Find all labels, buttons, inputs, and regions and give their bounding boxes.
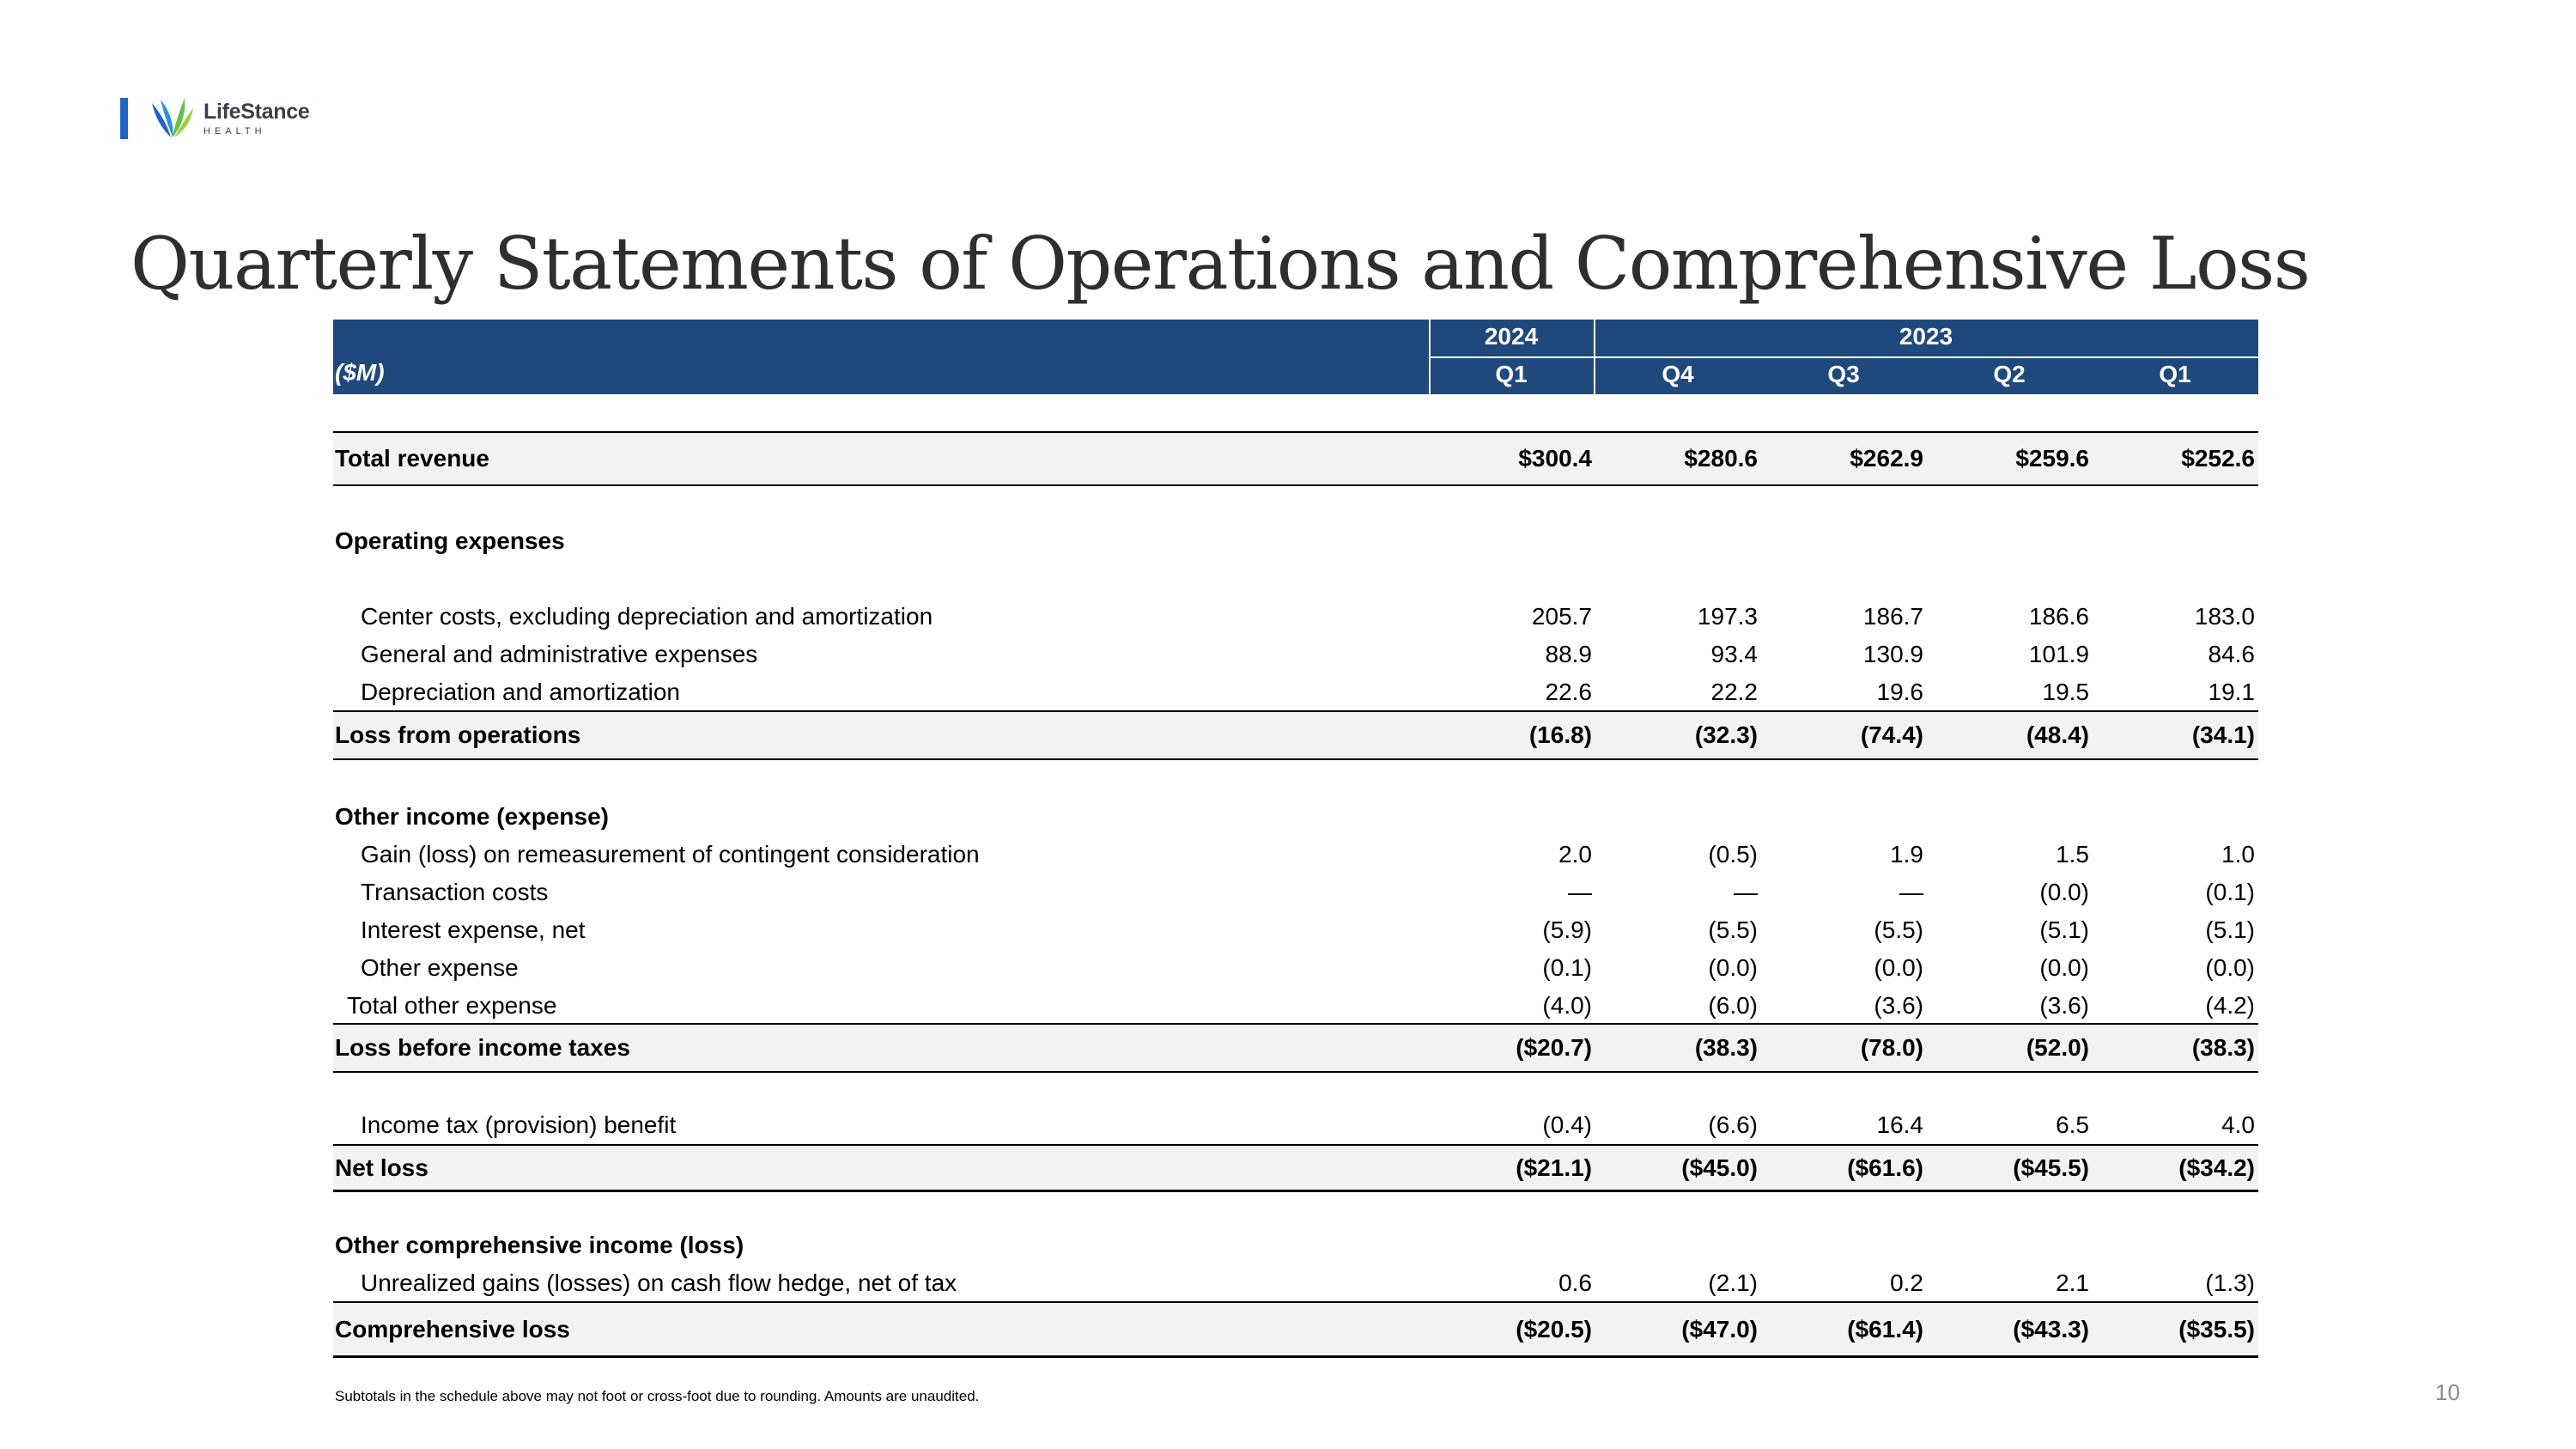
row-label: Transaction costs <box>361 879 549 905</box>
section-heading <box>333 800 2258 834</box>
row-label: Net loss <box>335 1154 428 1181</box>
value-cell: 130.9 <box>1862 641 1923 667</box>
quarter-label: Q1 <box>2159 361 2191 387</box>
value-cell: 1.5 <box>2056 841 2089 868</box>
table-row <box>333 1025 2258 1071</box>
value-cell: $262.9 <box>1850 445 1923 472</box>
table-header-label-cell <box>333 320 1429 394</box>
logo-accent-bar <box>120 98 128 139</box>
unit-label: ($M) <box>335 359 385 386</box>
section-heading <box>333 524 2258 558</box>
table-row <box>333 875 2258 910</box>
value-cell: 101.9 <box>2028 641 2089 667</box>
value-cell: (16.8) <box>1528 721 1592 748</box>
table-row <box>333 1266 2258 1300</box>
logo-name: LifeStance <box>204 99 310 124</box>
value-cell: (52.0) <box>2026 1034 2089 1061</box>
value-cell: (0.0) <box>1708 954 1758 981</box>
value-cell: $252.6 <box>2181 445 2255 472</box>
row-label: Depreciation and amortization <box>361 679 680 705</box>
quarter-label: Q1 <box>1495 361 1528 387</box>
value-cell: (6.0) <box>1708 992 1758 1019</box>
table-row <box>333 951 2258 985</box>
value-cell: 88.9 <box>1545 641 1592 667</box>
value-cell: $300.4 <box>1518 445 1592 472</box>
value-cell: ($35.5) <box>2178 1316 2255 1342</box>
value-cell: (0.0) <box>2039 954 2089 981</box>
value-cell: (48.4) <box>2026 721 2089 748</box>
value-cell: (0.0) <box>2039 879 2089 905</box>
value-cell: ($20.5) <box>1516 1316 1592 1342</box>
value-cell: — <box>1899 879 1923 905</box>
table-row <box>333 1108 2258 1142</box>
financial-table <box>333 320 2258 1359</box>
value-cell: 19.6 <box>1876 679 1923 705</box>
value-cell: (3.6) <box>2039 992 2089 1019</box>
logo-subtitle: HEALTH <box>204 125 266 137</box>
row-label: Total revenue <box>335 445 489 472</box>
value-cell: 2.0 <box>1558 841 1592 868</box>
table-row <box>333 433 2258 484</box>
row-label: Center costs, excluding depreciation and amortization <box>361 603 933 630</box>
value-cell: — <box>1734 879 1758 905</box>
value-cell: 2.1 <box>2056 1269 2089 1296</box>
value-cell: (2.1) <box>1708 1269 1758 1296</box>
value-cell: 93.4 <box>1710 641 1758 667</box>
year-2023-label: 2023 <box>1899 323 1953 350</box>
table-row <box>333 837 2258 872</box>
value-cell: (5.9) <box>1542 916 1592 943</box>
value-cell: 1.0 <box>2221 841 2255 868</box>
row-label: Loss before income taxes <box>335 1034 630 1061</box>
row-label: General and administrative expenses <box>361 641 758 667</box>
row-label: Unrealized gains (losses) on cash flow hedge, net of tax <box>361 1269 957 1296</box>
value-cell: 197.3 <box>1697 603 1758 630</box>
value-cell: 4.0 <box>2221 1111 2255 1138</box>
value-cell: ($45.0) <box>1681 1154 1758 1181</box>
value-cell: (38.3) <box>1694 1034 1758 1061</box>
quarter-label: Q3 <box>1827 361 1860 387</box>
value-cell: (6.6) <box>1708 1111 1758 1138</box>
value-cell: 16.4 <box>1876 1111 1923 1138</box>
value-cell: 22.6 <box>1545 679 1592 705</box>
value-cell: ($43.3) <box>2013 1316 2089 1342</box>
value-cell: ($20.7) <box>1516 1034 1592 1061</box>
value-cell: ($61.6) <box>1847 1154 1923 1181</box>
value-cell: (5.5) <box>1874 916 1923 943</box>
value-cell: (32.3) <box>1694 721 1758 748</box>
row-label: Income tax (provision) benefit <box>361 1111 677 1138</box>
value-cell: 19.1 <box>2208 679 2255 705</box>
row-label: Other income (expense) <box>335 803 609 830</box>
value-cell: 186.7 <box>1862 603 1923 630</box>
year-2024-label: 2024 <box>1484 323 1539 350</box>
value-cell: (1.3) <box>2205 1269 2255 1296</box>
value-cell: (0.4) <box>1542 1111 1592 1138</box>
value-cell: (34.1) <box>2191 721 2255 748</box>
company-logo <box>120 93 309 144</box>
value-cell: (4.0) <box>1542 992 1592 1019</box>
value-cell: (5.5) <box>1708 916 1758 943</box>
table-row <box>333 913 2258 947</box>
value-cell: (5.1) <box>2205 916 2255 943</box>
value-cell: (4.2) <box>2205 992 2255 1019</box>
footnote: Subtotals in the schedule above may not foot or cross-foot due to rounding. Amounts are unaudited. <box>335 1388 980 1404</box>
value-cell: 22.2 <box>1710 679 1758 705</box>
row-label: Gain (loss) on remeasurement of contingent consideration <box>361 841 980 868</box>
value-cell: (0.1) <box>2205 879 2255 905</box>
table-row <box>333 989 2258 1023</box>
table-row <box>333 1146 2258 1190</box>
value-cell: 0.6 <box>1558 1269 1592 1296</box>
page-number: 10 <box>2435 1379 2460 1405</box>
lifestance-logo-icon <box>147 94 197 143</box>
value-cell: (5.1) <box>2039 916 2089 943</box>
value-cell: 0.2 <box>1890 1269 1923 1296</box>
section-heading <box>333 1228 2258 1263</box>
value-cell: 183.0 <box>2194 603 2255 630</box>
quarter-label: Q2 <box>1993 361 2026 387</box>
row-label: Total other expense <box>347 992 557 1019</box>
value-cell: (0.0) <box>2205 954 2255 981</box>
row-label: Other comprehensive income (loss) <box>335 1232 744 1258</box>
value-cell: (38.3) <box>2191 1034 2255 1061</box>
table-row <box>333 712 2258 758</box>
value-cell: ($34.2) <box>2178 1154 2255 1181</box>
page-title: Quarterly Statements of Operations and Comprehensive Loss <box>131 222 2310 306</box>
value-cell: 186.6 <box>2028 603 2089 630</box>
value-cell: 205.7 <box>1531 603 1592 630</box>
value-cell: (78.0) <box>1860 1034 1923 1061</box>
value-cell: ($21.1) <box>1516 1154 1592 1181</box>
value-cell: ($47.0) <box>1681 1316 1758 1342</box>
row-label: Other expense <box>361 954 519 981</box>
value-cell: ($61.4) <box>1847 1316 1923 1342</box>
value-cell: 1.9 <box>1890 841 1923 868</box>
value-cell: $280.6 <box>1684 445 1758 472</box>
quarter-label: Q4 <box>1662 361 1694 387</box>
row-label: Operating expenses <box>335 527 565 554</box>
value-cell: 6.5 <box>2056 1111 2089 1138</box>
row-label: Interest expense, net <box>361 916 586 943</box>
row-label: Loss from operations <box>335 721 581 748</box>
row-label: Comprehensive loss <box>335 1316 570 1342</box>
value-cell: 19.5 <box>2042 679 2089 705</box>
table-row <box>333 675 2258 709</box>
value-cell: (0.1) <box>1542 954 1592 981</box>
value-cell: (0.5) <box>1708 841 1758 868</box>
table-row <box>333 600 2258 634</box>
table-row <box>333 1303 2258 1356</box>
table-row <box>333 637 2258 672</box>
value-cell: $259.6 <box>2015 445 2089 472</box>
value-cell: (74.4) <box>1860 721 1923 748</box>
value-cell: — <box>1568 879 1592 905</box>
value-cell: 84.6 <box>2208 641 2255 667</box>
value-cell: (0.0) <box>1874 954 1923 981</box>
value-cell: (3.6) <box>1874 992 1923 1019</box>
value-cell: ($45.5) <box>2013 1154 2089 1181</box>
